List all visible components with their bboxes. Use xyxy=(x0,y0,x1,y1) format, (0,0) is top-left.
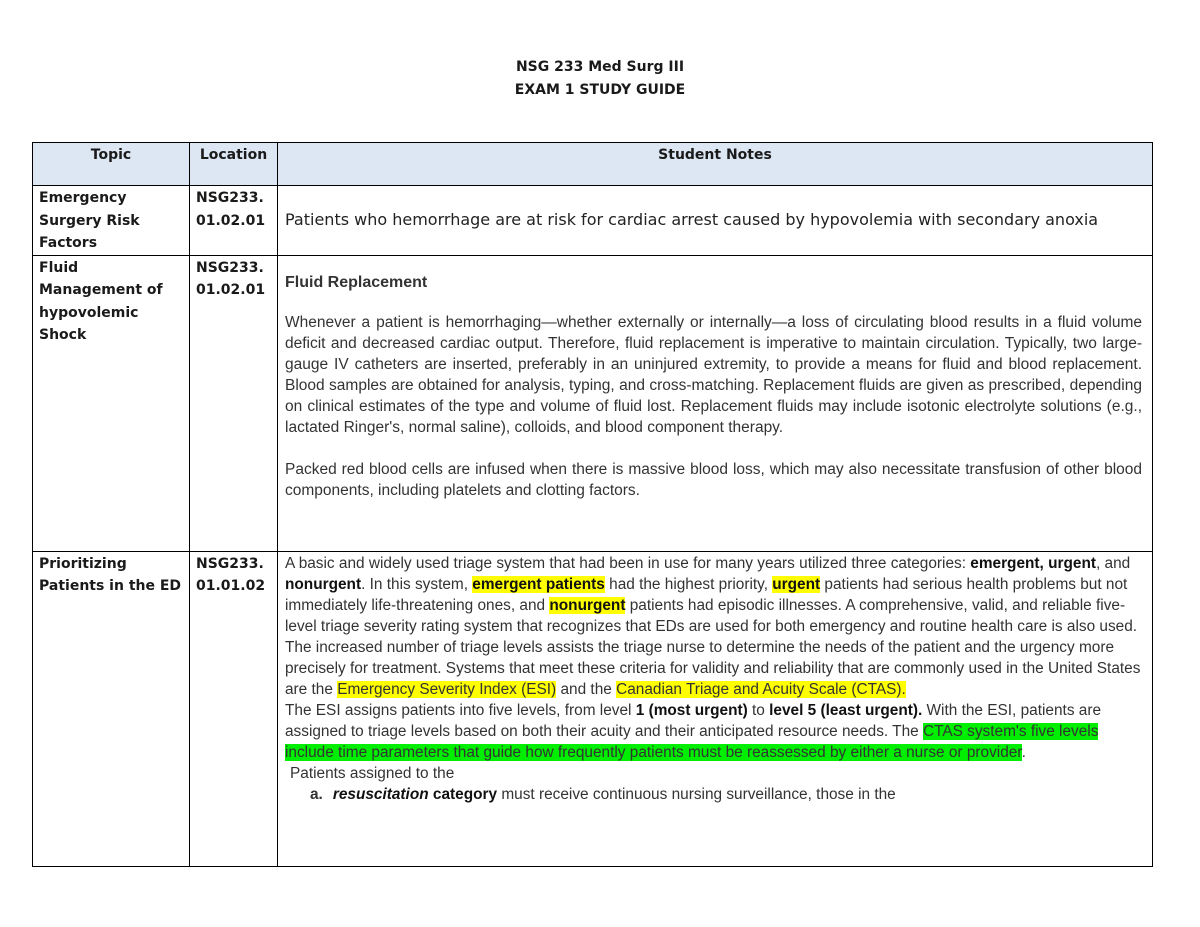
study-guide-table xyxy=(32,142,1153,867)
notes-paragraph xyxy=(285,553,1142,700)
topic-cell: Prioritizing Patients in the ED xyxy=(33,551,190,866)
notes-cell xyxy=(278,255,1153,551)
highlight-esi: Emergency Severity Index (ESI) xyxy=(337,680,557,698)
table-header-row xyxy=(33,143,1153,186)
text-span: . In this system, xyxy=(361,575,473,593)
column-header-topic: Topic xyxy=(33,143,190,186)
highlight-urgent: urgent xyxy=(772,575,821,593)
notes-text: Patients who hemorrhage are at risk for cardiac arrest caused by hypovolemia with secondary anoxia xyxy=(285,210,1099,229)
column-header-notes: Student Notes xyxy=(278,143,1153,186)
text-span: The ESI assigns patients into five levels, from level xyxy=(285,701,636,719)
notes-paragraph: Patients assigned to the xyxy=(290,764,455,782)
column-header-location: Location xyxy=(190,143,278,186)
text-span: . xyxy=(1021,743,1026,761)
text-span: to xyxy=(747,701,770,719)
location-cell: NSG233. 01.02.01 xyxy=(190,186,278,256)
table-row xyxy=(33,551,1153,866)
highlight-ctas: Canadian Triage and Acuity Scale (CTAS). xyxy=(616,680,906,698)
bold-text: 1 (most urgent) xyxy=(635,701,748,719)
highlight-nonurgent: nonurgent xyxy=(549,596,626,614)
page-subtitle: EXAM 1 STUDY GUIDE xyxy=(514,82,686,98)
text-span: patients had episodic illnesses. A comprehensive, valid, and reliable five-level triage severity rating system that recognizes that EDs are used for both emergency and routine health care is also used. The increased number of triage levels assists the triage nurse to determine the needs of the patient and the urgency more precisely for treatment. Systems that meet these criteria for validity and reliability that are commonly used in the United States are the xyxy=(285,596,1141,698)
text-span: must receive continuous nursing surveillance, those in the xyxy=(497,785,896,803)
bold-text: nonurgent xyxy=(285,575,362,593)
bold-italic-text: resuscitation xyxy=(332,785,429,803)
notes-body xyxy=(285,553,1142,805)
highlight-ctas-levels: CTAS system's five levels include time parameters that guide how frequently patients must be reassessed by either a nurse or provider xyxy=(285,722,1099,761)
topic-cell: Fluid Management of hypovolemic Shock xyxy=(33,255,190,551)
text-span: patients had serious health problems but not immediately life-threatening ones, and xyxy=(285,575,1128,614)
text-span: A basic and widely used triage system that had been in use for many years utilized three categories: xyxy=(285,554,966,572)
text-span: and the xyxy=(556,680,617,698)
notes-cell xyxy=(278,186,1153,256)
topic-cell: Emergency Surgery Risk Factors xyxy=(33,186,190,256)
bold-text: level 5 (least urgent). xyxy=(769,701,923,719)
notes-paragraph: Packed red blood cells are infused when there is massive blood loss, which may also necessitate transfusion of other blood components, including platelets and clotting factors. xyxy=(285,460,1142,499)
notes-cell xyxy=(278,551,1153,866)
list-item xyxy=(285,784,1142,805)
text-span: With the ESI, patients are assigned to triage levels based on both their acuity and their anticipated resource needs. The xyxy=(285,701,1102,740)
text-span: , and xyxy=(1095,554,1131,572)
bold-text: category xyxy=(428,785,498,803)
notes-heading: Fluid Replacement xyxy=(285,273,428,291)
table-row xyxy=(33,186,1153,256)
list-label: a. xyxy=(310,785,323,803)
notes-paragraph: Whenever a patient is hemorrhaging—whether externally or internally—a loss of circulating blood results in a fluid volume deficit and decreased cardiac output. Therefore, fluid replacement is imperative to maintain circulation. Typically, two large-gauge IV catheters are inserted, preferably in an uninjured extremity, to provide a means for fluid and blood replacement. Blood samples are obtained for analysis, typing, and cross-matching. Replacement fluids are given as prescribed, depending on clinical estimates of the type and volume of fluid lost. Replacement fluids may include isotonic electrolyte solutions (e.g., lactated Ringer's, normal saline), colloids, and blood component therapy. xyxy=(285,313,1142,436)
location-cell: NSG233. 01.02.01 xyxy=(190,255,278,551)
highlight-emergent: emergent patients xyxy=(472,575,605,593)
table-row xyxy=(33,255,1153,551)
page-title: NSG 233 Med Surg III xyxy=(515,59,685,75)
text-span: had the highest priority, xyxy=(604,575,773,593)
notes-paragraph xyxy=(285,700,1142,763)
bold-text: emergent, urgent xyxy=(970,554,1096,572)
location-cell: NSG233. 01.01.02 xyxy=(190,551,278,866)
